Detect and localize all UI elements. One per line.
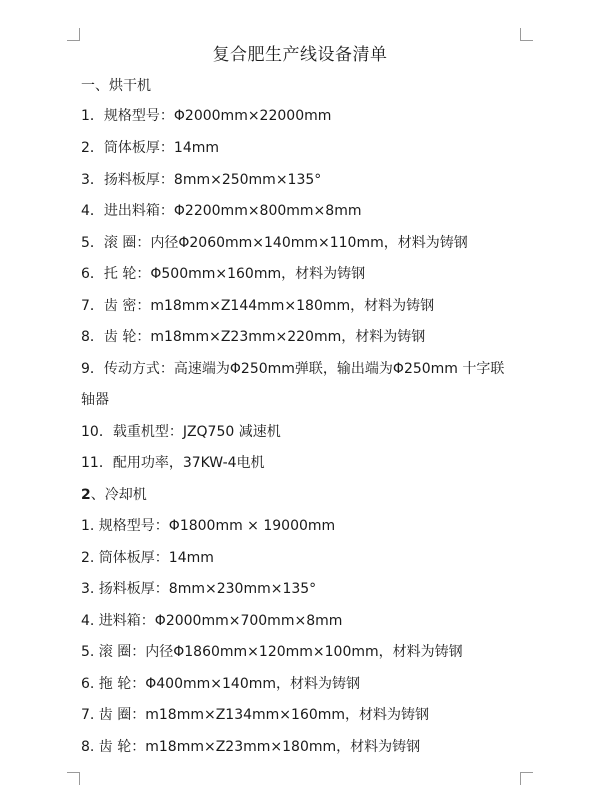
list-item: 6．托 轮：Φ500mm×160mm，材料为铸钢 [81,266,366,282]
list-item: 3．扬料板厚：8mm×250mm×135° [81,172,322,188]
list-item: 4. 进料箱：Φ2000mm×700mm×8mm [81,613,343,629]
list-item: 5. 滚 圈：内径Φ1860mm×120mm×100mm，材料为铸钢 [81,644,463,660]
section-heading-dryer: 一、烘干机 [81,78,151,94]
list-item: 8. 齿 轮：m18mm×Z23mm×180mm，材料为铸钢 [81,739,421,755]
page-corner-mark-bottom-left [67,772,80,785]
list-item: 2. 筒体板厚：14mm [81,550,214,566]
section-title: 、冷却机 [90,487,147,503]
section-number: 2 [81,487,91,503]
list-item: 2．筒体板厚：14mm [81,140,219,156]
list-item: 7．齿 密：m18mm×Z144mm×180mm，材料为铸钢 [81,298,435,314]
list-item: 10．载重机型：JZQ750 减速机 [81,424,281,440]
document-title: 复合肥生产线设备清单 [212,45,388,65]
section-heading-cooler [81,485,560,505]
page-corner-mark-bottom-right [520,772,533,785]
list-item: 6. 拖 轮：Φ400mm×140mm，材料为铸钢 [81,676,361,692]
list-item-continuation: 轴器 [81,392,109,408]
list-item: 8．齿 轮：m18mm×Z23mm×220mm，材料为铸钢 [81,329,426,345]
list-item: 5．滚 圈：内径Φ2060mm×140mm×110mm，材料为铸钢 [81,235,468,251]
list-item: 1. 规格型号：Φ1800mm × 19000mm [81,518,336,534]
list-item: 1．规格型号：Φ2000mm×22000mm [81,108,332,124]
list-item: 4．进出料箱：Φ2200mm×800mm×8mm [81,203,362,219]
list-item: 11．配用功率，37KW-4电机 [81,455,265,471]
list-item: 9．传动方式：高速端为Φ250mm弹联，输出端为Φ250mm 十字联 [81,361,505,377]
list-item: 7. 齿 圈：m18mm×Z134mm×160mm，材料为铸钢 [81,707,430,723]
list-item: 3. 扬料板厚：8mm×230mm×135° [81,581,317,597]
